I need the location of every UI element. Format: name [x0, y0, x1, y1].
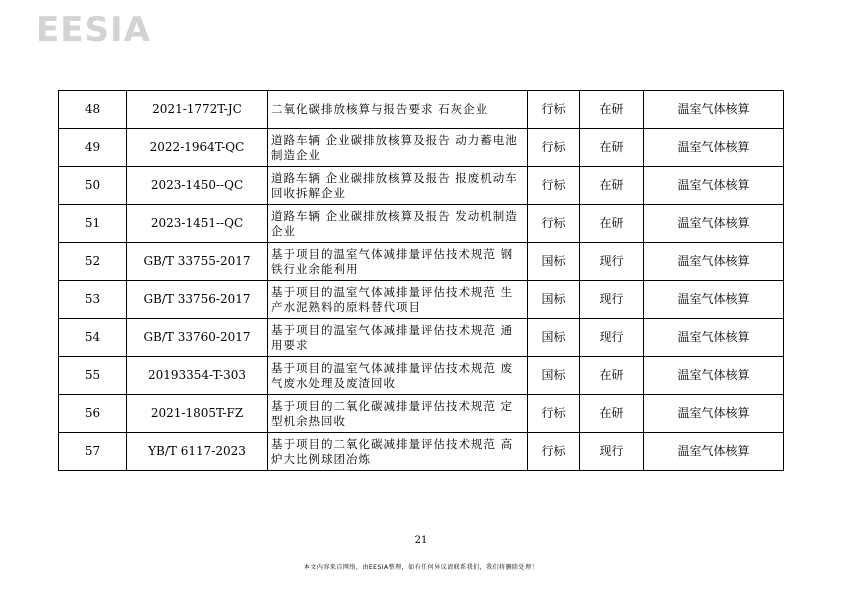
- row-number-cell: 53: [59, 281, 127, 319]
- standard-type-cell: 国标: [528, 243, 580, 281]
- standard-code-cell: 2021-1805T-FZ: [127, 395, 268, 433]
- standard-type-cell: 行标: [528, 91, 580, 129]
- standard-code-cell: GB/T 33760-2017: [127, 319, 268, 357]
- standard-code-cell: 2022-1964T-QC: [127, 129, 268, 167]
- eesia-logo: EESIA: [36, 10, 151, 50]
- row-number-cell: 54: [59, 319, 127, 357]
- table-row: [59, 319, 784, 357]
- table-row: [59, 243, 784, 281]
- standard-status-cell: 在研: [580, 167, 644, 205]
- standard-code-cell: 2023-1451--QC: [127, 205, 268, 243]
- standard-name-cell: 基于项目的温室气体减排量评估技术规范 废气废水处理及废渣回收: [268, 357, 528, 395]
- standard-code-cell: 2023-1450--QC: [127, 167, 268, 205]
- row-number-cell: 57: [59, 433, 127, 471]
- standard-status-cell: 在研: [580, 129, 644, 167]
- standard-type-cell: 国标: [528, 281, 580, 319]
- standard-name-cell: 道路车辆 企业碳排放核算及报告 报废机动车回收拆解企业: [268, 167, 528, 205]
- category-cell: 温室气体核算: [644, 281, 784, 319]
- standard-type-cell: 行标: [528, 433, 580, 471]
- standard-name-cell: 基于项目的温室气体减排量评估技术规范 钢铁行业余能利用: [268, 243, 528, 281]
- row-number-cell: 49: [59, 129, 127, 167]
- footer-notice: 本文内容来自网络，由EESIA整理，如有任何异议请联系我们，我们将删除处理！: [303, 564, 539, 571]
- standard-name-cell: 基于项目的温室气体减排量评估技术规范 通用要求: [268, 319, 528, 357]
- standards-table: [58, 90, 784, 471]
- category-cell: 温室气体核算: [644, 357, 784, 395]
- category-cell: 温室气体核算: [644, 433, 784, 471]
- standard-name-cell: 基于项目的二氧化碳减排量评估技术规范 定型机余热回收: [268, 395, 528, 433]
- row-number-cell: 52: [59, 243, 127, 281]
- row-number-cell: 56: [59, 395, 127, 433]
- standard-status-cell: 现行: [580, 281, 644, 319]
- standard-status-cell: 在研: [580, 91, 644, 129]
- table-row: [59, 395, 784, 433]
- standard-status-cell: 在研: [580, 357, 644, 395]
- standard-type-cell: 国标: [528, 319, 580, 357]
- category-cell: 温室气体核算: [644, 129, 784, 167]
- table-row: [59, 91, 784, 129]
- category-cell: 温室气体核算: [644, 243, 784, 281]
- standard-name-cell: 基于项目的温室气体减排量评估技术规范 生产水泥熟料的原料替代项目: [268, 281, 528, 319]
- category-cell: 温室气体核算: [644, 319, 784, 357]
- standard-name-cell: 基于项目的二氧化碳减排量评估技术规范 高炉大比例球团冶炼: [268, 433, 528, 471]
- standard-status-cell: 在研: [580, 205, 644, 243]
- standard-type-cell: 行标: [528, 129, 580, 167]
- standard-type-cell: 行标: [528, 205, 580, 243]
- standard-code-cell: YB/T 6117-2023: [127, 433, 268, 471]
- table-row: [59, 281, 784, 319]
- standard-status-cell: 现行: [580, 319, 644, 357]
- standard-name-cell: 二氧化碳排放核算与报告要求 石灰企业: [268, 91, 528, 129]
- standard-status-cell: 现行: [580, 243, 644, 281]
- table-row: [59, 357, 784, 395]
- standard-code-cell: GB/T 33755-2017: [127, 243, 268, 281]
- standard-type-cell: 行标: [528, 167, 580, 205]
- row-number-cell: 51: [59, 205, 127, 243]
- standard-code-cell: 2021-1772T-JC: [127, 91, 268, 129]
- category-cell: 温室气体核算: [644, 395, 784, 433]
- standard-type-cell: 国标: [528, 357, 580, 395]
- standard-status-cell: 现行: [580, 433, 644, 471]
- category-cell: 温室气体核算: [644, 167, 784, 205]
- table-row: [59, 167, 784, 205]
- table-row: [59, 433, 784, 471]
- page-number: 21: [414, 535, 428, 546]
- row-number-cell: 48: [59, 91, 127, 129]
- standard-code-cell: GB/T 33756-2017: [127, 281, 268, 319]
- standard-name-cell: 道路车辆 企业碳排放核算及报告 动力蓄电池制造企业: [268, 129, 528, 167]
- category-cell: 温室气体核算: [644, 205, 784, 243]
- table-row: [59, 129, 784, 167]
- standard-name-cell: 道路车辆 企业碳排放核算及报告 发动机制造企业: [268, 205, 528, 243]
- standard-status-cell: 在研: [580, 395, 644, 433]
- row-number-cell: 50: [59, 167, 127, 205]
- table-row: [59, 205, 784, 243]
- standard-type-cell: 行标: [528, 395, 580, 433]
- standard-code-cell: 20193354-T-303: [127, 357, 268, 395]
- row-number-cell: 55: [59, 357, 127, 395]
- category-cell: 温室气体核算: [644, 91, 784, 129]
- table-body: [59, 91, 784, 471]
